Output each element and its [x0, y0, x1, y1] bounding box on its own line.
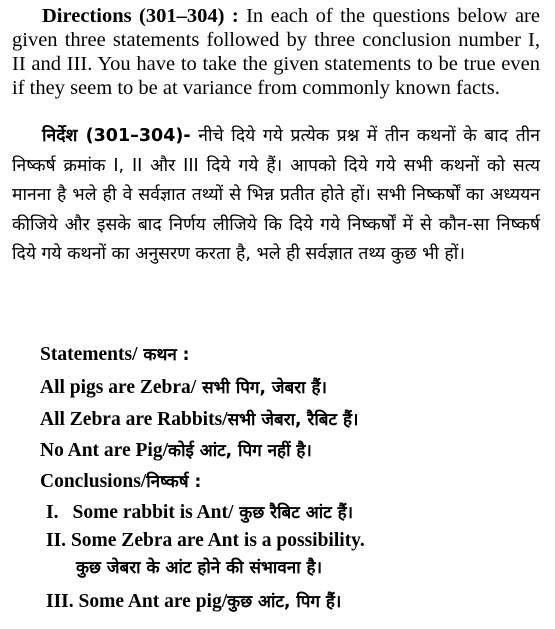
- directions-english-text: In each of the questions below are given three statements followed by three conclusion number I, II and III. You have to take the given statements to be true even if they seem to be at variance from commonly known facts.: [12, 5, 540, 99]
- conclusion-en: Some rabbit is Ant/: [72, 502, 234, 523]
- conclusion-hi: कुछ रैबिट आंट हैं।: [233, 503, 354, 523]
- directions-hindi: [12, 122, 540, 270]
- directions-english: [12, 4, 540, 100]
- conclusion-number: I.: [46, 502, 59, 523]
- conclusion-item: [46, 530, 365, 552]
- statement-hi: सभी जेबरा, रैबिट हैं।: [227, 410, 359, 430]
- directions-hindi-label: निर्देश (301–304)-: [42, 126, 191, 146]
- statement-item: [40, 375, 327, 399]
- conclusions-heading-en: Conclusions/: [40, 471, 147, 492]
- statements-heading-en: Statements/: [40, 344, 138, 365]
- conclusion-item-hindi: [76, 555, 322, 579]
- statement-hi: सभी पिग, जेबरा हैं।: [196, 378, 327, 398]
- statement-item: [40, 407, 358, 431]
- statement-en: All pigs are Zebra/: [40, 377, 197, 398]
- conclusion-hi: कुछ जेबरा के आंट होने की संभावना है।: [76, 558, 323, 578]
- conclusion-number: II.: [46, 530, 67, 551]
- directions-english-label: Directions (301–304) :: [42, 5, 239, 27]
- conclusion-en: Some Ant are pig/: [78, 591, 228, 612]
- statement-en: No Ant are Pig/: [40, 440, 169, 461]
- conclusion-number: III.: [46, 591, 74, 612]
- conclusions-heading-hi: निष्कर्ष :: [146, 472, 202, 492]
- statements-heading: [40, 342, 189, 366]
- statements-heading-hi: कथन :: [137, 345, 190, 365]
- conclusion-en: Some Zebra are Ant is a possibility.: [70, 530, 365, 551]
- conclusions-heading: [40, 469, 201, 493]
- conclusion-item: [46, 500, 353, 524]
- statement-en: All Zebra are Rabbits/: [40, 409, 228, 430]
- statement-item: [40, 438, 312, 462]
- conclusion-hi: कुछ आंट, पिग हैं।: [227, 592, 342, 612]
- conclusion-item: [46, 589, 341, 613]
- directions-hindi-text: नीचे दिये गये प्रत्येक प्रश्न में तीन कथनों के बाद तीन निष्कर्ष क्रमांक I, II और III दिये गये हैं। आपको दिये गये सभी कथनों को सत्य मानना है भले ही वे सर्वज्ञात तथ्यों से भिन्न प्रतीत होते हों। सभी निष्कर्षों का अध्ययन कीजिये और इसके बाद निर्णय लीजिये कि दिये गये निष्कर्षों में से कौन-सा निष्कर्ष दिये गये कथनों का अनुसरण करता है, भले ही सर्वज्ञात तथ्य कुछ भी हों।: [12, 126, 540, 264]
- statement-hi: कोई आंट, पिग नहीं है।: [168, 441, 312, 461]
